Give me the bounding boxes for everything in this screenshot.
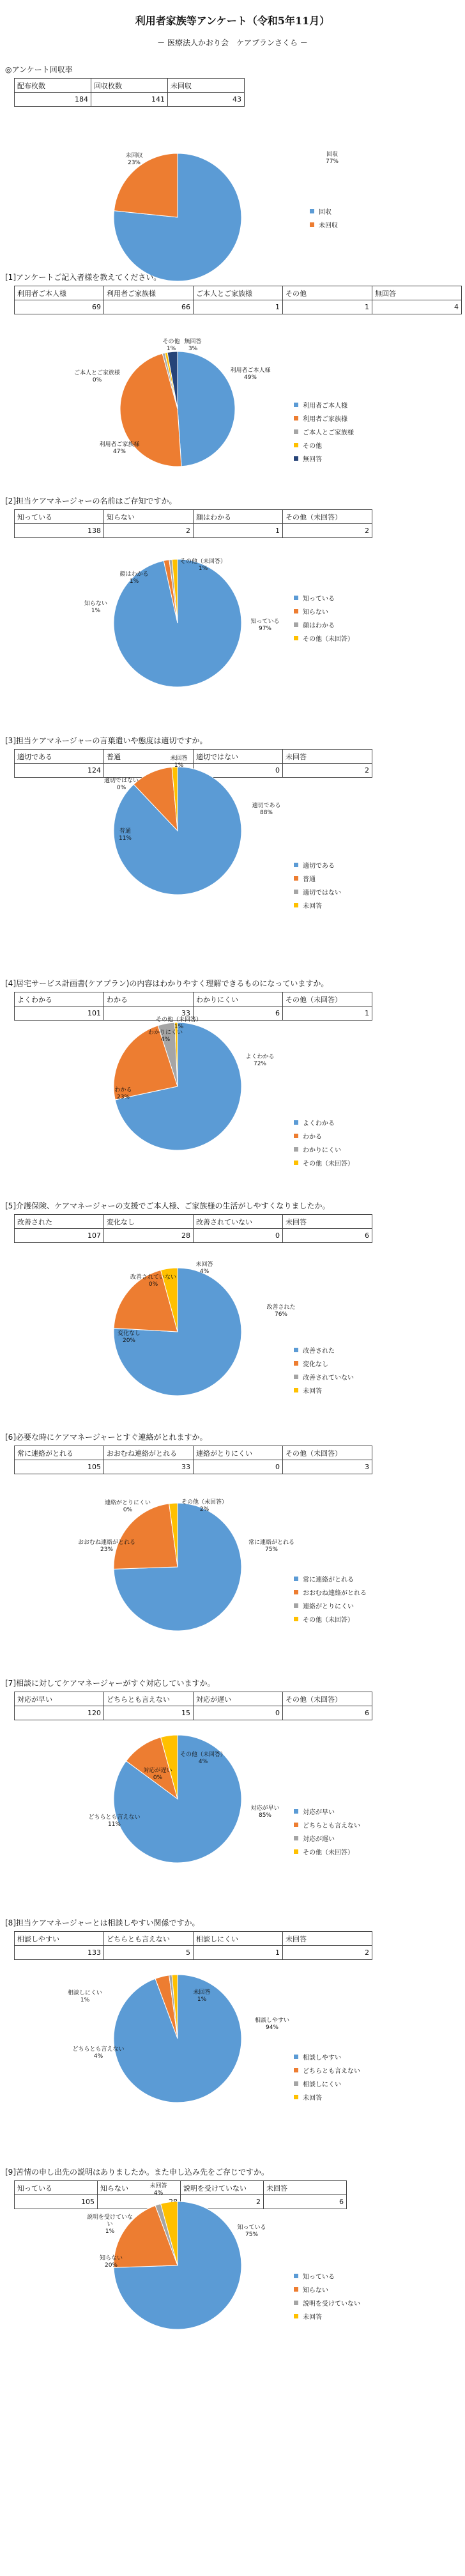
legend-label: どちらとも言えない [303, 1823, 360, 1830]
legend-label: 説明を受けていない [303, 2301, 360, 2308]
table-header-cell: 未回答 [283, 750, 372, 764]
table-header-cell: 未回答 [283, 1932, 372, 1946]
table-header-cell: 説明を受けていない [181, 2181, 264, 2195]
legend-item [294, 2297, 360, 2311]
legend-label: 未回答 [303, 2314, 322, 2321]
table-header-cell: 未回収 [168, 79, 245, 93]
legend-label: 未回答 [303, 2095, 322, 2102]
pie-data-label: 変化なし 20% [117, 1330, 141, 1344]
pie-data-label: 知らない 1% [84, 601, 107, 614]
section-heading: [5]介護保険、ケアマネージャーの支援でご本人様、ご家族様の生活がしやすくなりましたか。 [5, 1201, 330, 1210]
legend-label: その他 [303, 443, 322, 450]
table-header-cell: その他 [283, 286, 372, 300]
legend-label: 相談しやすい [303, 2055, 341, 2062]
pie-data-label: 知っている 97% [250, 619, 280, 632]
legend-item [294, 2271, 360, 2284]
pie-data-label: 適切ではない 0% [103, 778, 139, 791]
pie-data-label: どちらとも言えない 4% [72, 2046, 125, 2060]
page-title: 利用者家族等アンケート（令和5年11月） [135, 15, 330, 27]
legend-label: 改善された [303, 1348, 335, 1355]
legend-label: 未回答 [303, 1388, 322, 1395]
table-header-cell: その他（未回答） [283, 1692, 372, 1706]
table-value-cell: 105 [15, 2195, 98, 2209]
section-heading: [4]居宅サービス計画書(ケアプラン)の内容はわかりやすく理解できるものになっていますか。 [5, 979, 329, 988]
table-value-cell: 2 [181, 2195, 264, 2209]
legend-label: 顔はわかる [303, 622, 335, 629]
legend-label: 普通 [303, 876, 316, 883]
legend-label: わかりにくい [303, 1147, 341, 1154]
table-header-cell: 知っている [15, 2181, 98, 2195]
pie-data-label: 未回収 23% [125, 153, 143, 166]
pie-data-label: 連絡がとりにくい 0% [104, 1500, 151, 1513]
legend-label: 知っている [303, 596, 335, 603]
pie-data-label: 相談しやすい 94% [254, 2017, 289, 2031]
table-header-cell: 利用者ご本人様 [15, 286, 104, 300]
table-header-cell: 相談しやすい [15, 1932, 104, 1946]
table-header-cell: その他（未回答） [283, 992, 372, 1006]
legend-label: 適切である [303, 863, 335, 870]
legend-label: 適切ではない [303, 890, 341, 897]
section-heading: [2]担当ケアマネージャーの名前はご存知ですか。 [5, 497, 177, 505]
pie-data-label: 知っている 75% [237, 2225, 266, 2238]
table-header-cell: おおむね連絡がとれる [104, 1446, 194, 1460]
table-value-cell: 0 [194, 764, 283, 778]
pie-data-label: わかる 23% [114, 1087, 132, 1100]
pie-data-label: その他 1% [162, 339, 180, 352]
page-subtitle: － 医療法人かおり会 ケアプランさくら － [157, 38, 308, 47]
table-header-cell: 知っている [15, 510, 104, 524]
pie-data-label: 利用者ご家族様 47% [99, 442, 140, 455]
table-value-cell: 105 [15, 1460, 104, 1474]
pie-data-label: 回収 77% [325, 151, 339, 165]
table-header-cell: 適切である [15, 750, 104, 764]
pie-data-label: 常に連絡がとれる 75% [248, 1539, 294, 1553]
legend-item [294, 2284, 360, 2297]
table-header-cell: わかりにくい [194, 992, 283, 1006]
legend-label: 未回収 [319, 222, 338, 229]
table-value-cell: 2 [283, 524, 372, 538]
legend-item [294, 2311, 360, 2324]
table-header-cell: 未回答 [283, 1215, 372, 1229]
legend-label: 無回答 [303, 456, 322, 463]
pie-data-label: 改善されていない 0% [130, 1274, 176, 1288]
table-value-cell: 0 [194, 1460, 283, 1474]
pie-data-label: 未回答 4% [149, 2183, 167, 2196]
table-header-cell: 普通 [104, 750, 194, 764]
table-header-cell: 回収枚数 [91, 79, 168, 93]
legend-label: 連絡がとりにくい [303, 1603, 354, 1610]
pie-data-label: わかりにくい 4% [148, 1030, 183, 1043]
table-header-cell: ご本人とご家族様 [194, 286, 283, 300]
legend-label: 利用者ご家族様 [303, 416, 347, 423]
pie-data-label: 未回答 1% [193, 1989, 211, 2003]
legend-label: 改善されていない [303, 1375, 354, 1382]
table-value-cell: 2 [104, 524, 194, 538]
table-value-cell: 2 [283, 764, 372, 778]
table-header-cell: 無回答 [372, 286, 462, 300]
pie-data-label: その他（未回答） 1% [155, 1017, 202, 1030]
pie-data-label: 改善された 76% [266, 1304, 296, 1318]
table-value-cell: 1 [283, 300, 372, 314]
legend-swatch [294, 2301, 298, 2305]
table-header-cell: どちらとも言えない [104, 1692, 194, 1706]
table-header-cell: 改善されていない [194, 1215, 283, 1229]
legend-label: 常に連絡がとれる [303, 1577, 354, 1584]
table-header-cell: その他（未回答） [283, 1446, 372, 1460]
table-value-cell: 2 [283, 1946, 372, 1960]
table-header-cell: どちらとも言えない [104, 1932, 194, 1946]
pie-data-label: 対応が遅い 0% [143, 1768, 172, 1781]
pie-data-label: 対応が早い 85% [250, 1805, 280, 1819]
table-header-cell: その他（未回答） [283, 510, 372, 524]
pie-data-label: 無回答 3% [184, 339, 202, 352]
legend-label: わかる [303, 1134, 322, 1141]
legend-label: その他（未回答） [303, 1161, 354, 1168]
table-value-cell: 5 [104, 1946, 194, 1960]
pie-data-label: どちらとも言えない 11% [88, 1814, 141, 1828]
legend-label: おおむね連絡がとれる [303, 1590, 367, 1597]
table-header-cell: 常に連絡がとれる [15, 1446, 104, 1460]
table-header-cell: 適切ではない [194, 750, 283, 764]
table-header-cell: わかる [104, 992, 194, 1006]
legend-label: よくわかる [303, 1120, 335, 1127]
legend-label: どちらとも言えない [303, 2068, 360, 2075]
table-value-cell: 107 [15, 1229, 104, 1243]
legend-label: 変化なし [303, 1361, 328, 1368]
legend-swatch [294, 2274, 298, 2278]
section-heading: ◎アンケート回収率 [5, 65, 73, 74]
table-value-cell: 6 [283, 1229, 372, 1243]
legend-label: 対応が遅い [303, 1836, 335, 1843]
legend-label: ご本人とご家族様 [303, 429, 354, 436]
table-header-cell: 変化なし [104, 1215, 194, 1229]
table-header-cell: 対応が早い [15, 1692, 104, 1706]
table-value-cell: 0 [194, 1229, 283, 1243]
table-value-cell: 69 [15, 300, 104, 314]
table-value-cell: 0 [194, 1706, 283, 1720]
section-heading: [6]必要な時にケアマネージャーとすぐ連絡がとれますか。 [5, 1433, 208, 1442]
table-header-cell: 相談しにくい [194, 1932, 283, 1946]
pie-data-label: 相談しにくい 1% [67, 1990, 102, 2003]
legend-label: その他（未回答） [303, 636, 354, 643]
pie-data-label: 知らない 20% [99, 2255, 123, 2269]
table-header-cell: 連絡がとりにくい [194, 1446, 283, 1460]
table-header-cell: 顔はわかる [194, 510, 283, 524]
pie-data-label: よくわかる 72% [245, 1054, 275, 1067]
pie-data-label: 利用者ご本人様 49% [230, 367, 271, 381]
table-value-cell: 6 [283, 1706, 372, 1720]
section-heading: [8]担当ケアマネージャーとは相談しやすい関係ですか。 [5, 1918, 200, 1927]
table-header-cell: 知らない [98, 2181, 181, 2195]
table-value-cell: 1 [194, 1946, 283, 1960]
pie-data-label: おおむね連絡がとれる 23% [77, 1539, 135, 1553]
section-heading: [3]担当ケアマネージャーの言葉遣いや態度は適切ですか。 [5, 736, 208, 745]
legend-label: 回収 [319, 209, 332, 216]
table-value-cell: 1 [194, 524, 283, 538]
legend-label: その他（未回答） [303, 1617, 354, 1624]
pie-data-label: 適切である 88% [252, 803, 281, 816]
legend-label: 利用者ご本人様 [303, 403, 347, 410]
table-header-cell: 配布枚数 [15, 79, 91, 93]
table-value-cell: 141 [91, 93, 168, 107]
table-header-cell: よくわかる [15, 992, 104, 1006]
table-value-cell: 1 [194, 300, 283, 314]
section-heading: [1]アンケートご記入者様を教えてください。 [5, 273, 162, 282]
legend-label: 知らない [303, 609, 328, 616]
table-value-cell: 6 [264, 2195, 347, 2209]
table-value-cell: 15 [104, 1706, 194, 1720]
legend-swatch [294, 2287, 298, 2292]
pie-data-label: その他（未回答） 4% [179, 1752, 226, 1765]
pie-data-label: その他（未回答） 1% [179, 559, 226, 572]
legend-label: 相談しにくい [303, 2081, 341, 2088]
pie-data-label: 未回答 4% [195, 1261, 213, 1275]
section-heading: [7]相談に対してケアマネージャーがすぐ対応していますか。 [5, 1679, 215, 1688]
legend-swatch [294, 2314, 298, 2318]
pie-data-label: 普通 11% [118, 828, 132, 842]
table-value-cell: 1 [283, 1006, 372, 1021]
table-value-cell: 120 [15, 1706, 104, 1720]
table-value-cell: 33 [104, 1460, 194, 1474]
table-value-cell: 101 [15, 1006, 104, 1021]
pie-data-label: ご本人とご家族様 0% [73, 370, 120, 383]
table-value-cell: 124 [15, 764, 104, 778]
table-header-cell: 対応が遅い [194, 1692, 283, 1706]
table-value-cell: 6 [194, 1006, 283, 1021]
table-value-cell: 43 [168, 93, 245, 107]
table-value-cell: 133 [15, 1946, 104, 1960]
pie-data-label: 説明を受けていな い 1% [86, 2214, 133, 2235]
pie-data-label: 顔はわかる 1% [119, 571, 149, 585]
legend-label: 知らない [303, 2287, 328, 2294]
table-header-cell: 改善された [15, 1215, 104, 1229]
table-value-cell: 184 [15, 93, 91, 107]
chart-legend [294, 2271, 360, 2324]
pie-data-label: その他（未回答） 2% [181, 1499, 227, 1513]
table-value-cell: 3 [283, 1460, 372, 1474]
table-value-cell: 66 [104, 300, 194, 314]
pie-data-label: 未回答 1% [170, 755, 188, 769]
table-value-cell: 28 [104, 1229, 194, 1243]
legend-label: その他（未回答） [303, 1849, 354, 1856]
table-header-cell: 未回答 [264, 2181, 347, 2195]
legend-label: 未回答 [303, 903, 322, 910]
section-heading: [9]苦情の申し出先の説明はありましたか。また申し込み先をご存じですか。 [5, 2168, 270, 2177]
legend-label: 対応が早い [303, 1809, 335, 1816]
table-value-cell: 138 [15, 524, 104, 538]
table-value-cell: 4 [372, 300, 462, 314]
legend-label: 知っている [303, 2274, 335, 2281]
table-header-cell: 知らない [104, 510, 194, 524]
table-header-cell: 利用者ご家族様 [104, 286, 194, 300]
table-value-cell: 33 [104, 1006, 194, 1021]
